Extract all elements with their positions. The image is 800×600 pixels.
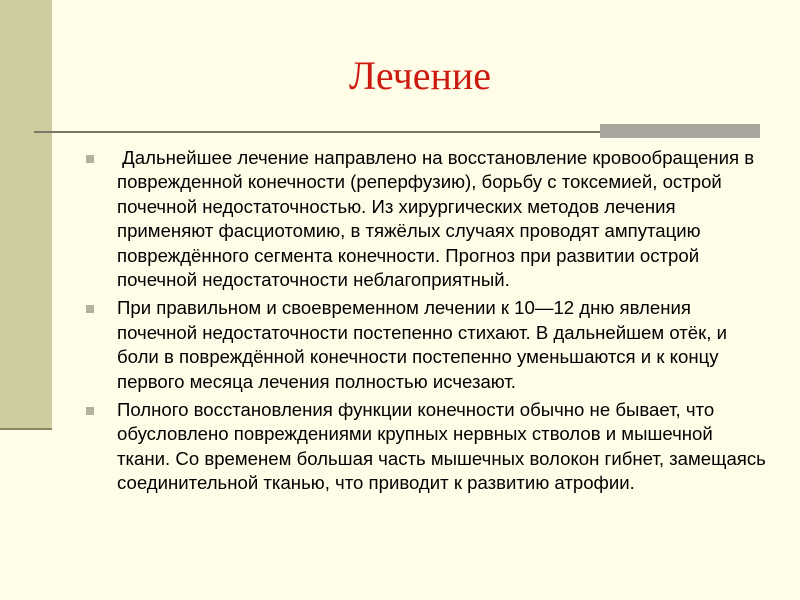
bullet-list (86, 146, 766, 500)
square-bullet-icon (86, 407, 94, 415)
square-bullet-icon (86, 305, 94, 313)
bullet-text-1: Дальнейшее лечение направлено на восстановление кровообращения в поврежденной конечности (реперфузию), борьбу с токсемией, острой почечной недостаточностью. Из хирургических методов лечения применяют фасциотомию, в тяжёлых случаях проводят ампутацию повреждённого сегмента конечности. Прогноз при развитии острой почечной недостаточности неблагоприятный. (117, 147, 760, 291)
title-divider-block (600, 124, 760, 138)
title-divider-line (34, 131, 600, 133)
bullet-text-3: Полного восстановления функции конечности обычно не бывает, что обусловлено повреждениями крупных нервных стволов и мышечной ткани. Со временем большая часть мышечных волокон гибнет, замещаясь соединительной тканью, что приводит к развитию атрофии. (117, 399, 766, 494)
bullet-item-1 (86, 146, 766, 292)
left-band-underline (0, 428, 52, 430)
bullet-item-2 (86, 296, 766, 394)
bullet-item-3 (86, 398, 766, 496)
square-bullet-icon (86, 155, 94, 163)
slide-title: Лечение (348, 53, 492, 98)
bullet-text-2: При правильном и своевременном лечении к 10—12 дню явления почечной недостаточности постепенно стихают. В дальнейшем отёк, и боли в повреждённой конечности постепенно уменьшаются и к концу первого месяца лечения полностью исчезают. (117, 297, 727, 392)
